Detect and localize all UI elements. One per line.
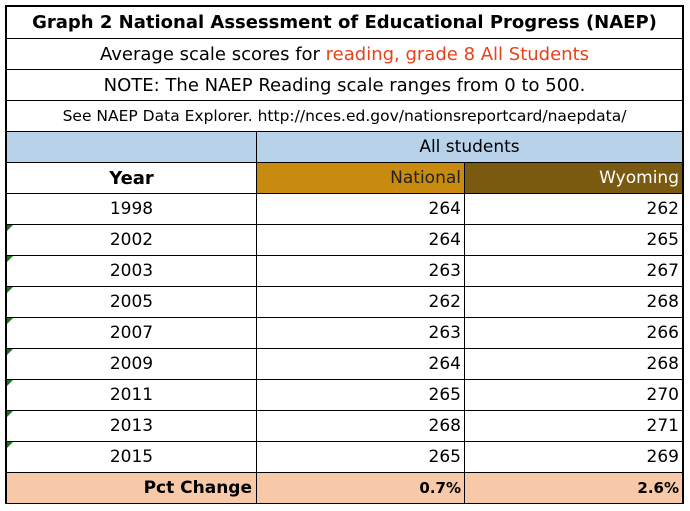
- national-score-cell[interactable]: 268: [257, 411, 465, 441]
- empty-corner-cell[interactable]: [7, 132, 257, 162]
- national-score-cell[interactable]: 264: [257, 194, 465, 224]
- year-column-header[interactable]: Year: [7, 163, 257, 193]
- wyoming-score-cell[interactable]: 271: [646, 416, 679, 436]
- table-row: [7, 349, 682, 380]
- year-cell[interactable]: 2003: [7, 256, 257, 286]
- source-note: See NAEP Data Explorer. http://nces.ed.gov/nationsreportcard/naepdata/: [7, 101, 682, 132]
- national-score-cell[interactable]: 265: [257, 380, 465, 410]
- year-cell[interactable]: 2015: [7, 442, 257, 472]
- wyoming-score-cell[interactable]: 262: [646, 199, 679, 219]
- table-row: [7, 411, 682, 442]
- wyoming-score-cell[interactable]: 266: [646, 323, 679, 343]
- year-cell[interactable]: 2011: [7, 380, 257, 410]
- national-score-cell[interactable]: 263: [257, 318, 465, 348]
- pct-change-label[interactable]: Pct Change: [7, 473, 257, 503]
- national-score-cell[interactable]: 264: [257, 225, 465, 255]
- wyoming-score-cell[interactable]: 270: [646, 385, 679, 405]
- subtitle-highlight: reading, grade 8 All Students: [325, 43, 590, 65]
- wyoming-score-cell[interactable]: 267: [646, 261, 679, 281]
- national-score-cell[interactable]: 264: [257, 349, 465, 379]
- pct-change-row: [7, 473, 682, 503]
- data-rows: [7, 194, 682, 473]
- naep-spreadsheet: [5, 5, 684, 504]
- year-cell[interactable]: 2007: [7, 318, 257, 348]
- wyoming-score-cell[interactable]: 268: [646, 292, 679, 312]
- table-row: [7, 380, 682, 411]
- wyoming-score-cell[interactable]: 269: [646, 447, 679, 467]
- year-cell[interactable]: 1998: [7, 194, 257, 224]
- pct-change-wyoming[interactable]: 2.6%: [637, 479, 679, 497]
- table-row: [7, 256, 682, 287]
- sheet-title: Graph 2 National Assessment of Educational Progress (NAEP): [7, 7, 682, 39]
- wyoming-column-header[interactable]: Wyoming: [465, 163, 682, 193]
- scale-note: NOTE: The NAEP Reading scale ranges from 0 to 500.: [7, 70, 682, 101]
- group-header-row: [7, 132, 682, 163]
- wyoming-score-cell[interactable]: 265: [646, 230, 679, 250]
- national-score-cell[interactable]: 263: [257, 256, 465, 286]
- table-row: [7, 318, 682, 349]
- table-row: [7, 287, 682, 318]
- national-score-cell[interactable]: 265: [257, 442, 465, 472]
- pct-change-national[interactable]: 0.7%: [257, 473, 465, 503]
- subtitle: [7, 39, 682, 70]
- group-header[interactable]: All students: [257, 132, 682, 162]
- column-header-row: [7, 163, 682, 194]
- table-row: [7, 194, 682, 225]
- national-score-cell[interactable]: 262: [257, 287, 465, 317]
- year-cell[interactable]: 2002: [7, 225, 257, 255]
- national-column-header[interactable]: National: [257, 163, 465, 193]
- year-cell[interactable]: 2009: [7, 349, 257, 379]
- table-row: [7, 225, 682, 256]
- table-row: [7, 442, 682, 473]
- subtitle-prefix: Average scale scores for: [99, 43, 326, 65]
- wyoming-score-cell[interactable]: 268: [646, 354, 679, 374]
- year-cell[interactable]: 2013: [7, 411, 257, 441]
- scores-table: [7, 132, 682, 503]
- year-cell[interactable]: 2005: [7, 287, 257, 317]
